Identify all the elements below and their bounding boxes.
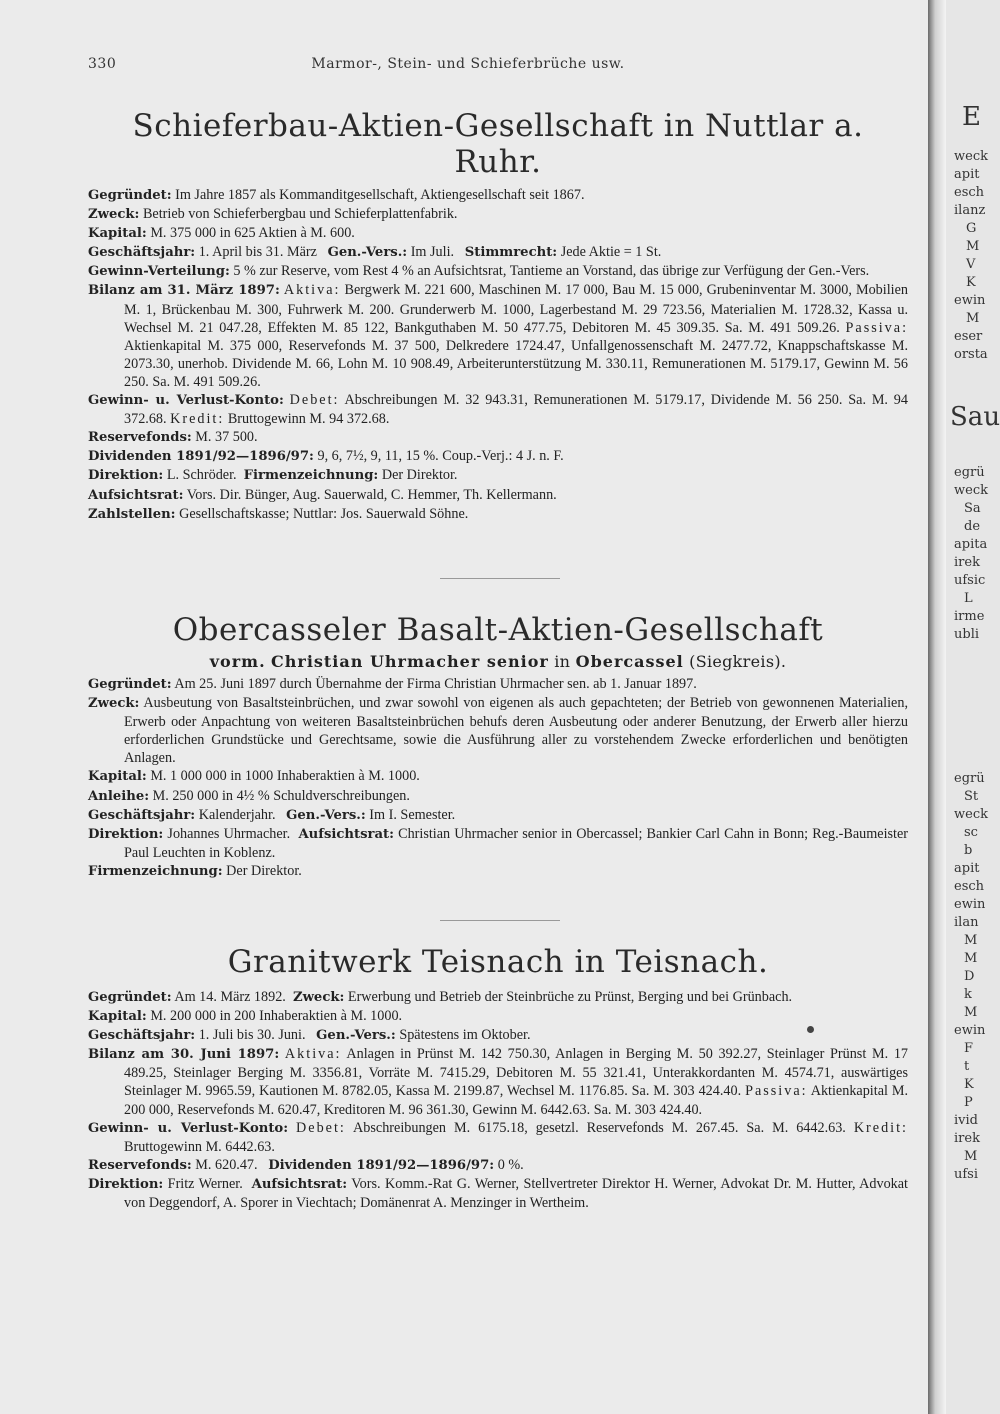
next-page-fragment: K	[966, 275, 976, 290]
next-page-fragment: M	[966, 311, 980, 326]
entry-gewinn-verteilung: Gewinn-Verteilung: 5 % zur Reserve, vom Rest 4 % an Aufsichtsrat, Tantieme an Vorstand, das übrige zur Verfügung der Gen.-Vers.	[88, 263, 870, 280]
entry-direktion: Direktion: Fritz Werner. Aufsichtsrat: Vors. Komm.-Rat G. Werner, Stellvertreter Direktor H. Werner, Advokat Dr. M. Hutter, Advokat von Deggendorf, A. Sporer in Viechtach; Domänenrat A. Menzinger in Wertheim.	[88, 1175, 908, 1212]
entry-bilanz: Bilanz am 31. März 1897: Aktiva: Bergwerk M. 221 600, Maschinen M. 17 000, Bau M. 15 000, Grubeninventar M. 3000, Mobilien M. 1, Brückenbau M. 300, Fuhrwerk M. 200. Grunderwerb M. 1000, Lagerbestand M. 29 723.56, Materialien M. 1728.32, Kassa u. Wechsel M. 21 047.28, Effekten M. 85 122, Bankguthaben M. 50 477.75, Debitoren M. 45 309.35. Sa. M. 491 509.26. Passiva: Aktienkapital M. 375 000, Reservefonds M. 37 500, Delkredere 1724.47, Unfallgenossenschaft M. 2477.72, Knappschaftskasse M. 2073.30, unerhob. Dividende M. 66, Lohn M. 10 908.49, Arbeiterunterstützung M. 330.11, Remunerationen M. 5179.17, Gewinn M. 56 250. Sa. M. 491 509.26.	[88, 282, 909, 390]
entries-2	[88, 988, 908, 1212]
next-page-fragment: weck	[954, 807, 988, 822]
next-page-fragment: esch	[954, 879, 985, 894]
entry-direktion: Direktion: Johannes Uhrmacher. Aufsichtsrat: Christian Uhrmacher senior in Obercassel; Bankier Carl Cahn in Bonn; Reg.-Baumeister Paul Leuchten in Koblenz.	[88, 825, 908, 861]
entry-aufsichtsrat: Aufsichtsrat: Vors. Dir. Bünger, Aug. Sauerwald, C. Hemmer, Th. Kellermann.	[88, 486, 557, 503]
next-page-fragment: P	[964, 1095, 973, 1110]
next-page-fragment: apit	[954, 861, 980, 876]
next-page-fragment: de	[964, 519, 981, 534]
entry-reservefonds: Reservefonds: M. 620.47. Dividenden 1891/92—1896/97: 0 %.	[88, 1156, 524, 1173]
section-divider	[440, 578, 560, 579]
next-page-fragment: F	[964, 1041, 974, 1056]
next-page-fragment: V	[966, 257, 976, 272]
next-page-fragment: Sau	[950, 402, 1000, 432]
next-page-fragment: ilan	[954, 915, 979, 930]
next-page-fragment: D	[964, 969, 975, 984]
company-section-schieferbau	[88, 108, 908, 524]
entry-geschaeftsjahr: Geschäftsjahr: 1. Juli bis 30. Juni. Gen.-Vers.: Spätestens im Oktober.	[88, 1027, 531, 1044]
company-title: Granitwerk Teisnach in Teisnach.	[227, 944, 769, 980]
next-page-fragment: esch	[954, 185, 985, 200]
next-page-fragment: sc	[964, 825, 978, 840]
next-page-fragment: weck	[954, 149, 988, 164]
running-title: Marmor-, Stein- und Schieferbrüche usw.	[311, 56, 625, 72]
entry-kapital: Kapital: M. 200 000 in 200 Inhaberaktien à M. 1000.	[88, 1008, 403, 1025]
next-page-fragment: G	[966, 221, 977, 236]
entry-gewinn-verlust-konto: Gewinn- u. Verlust-Konto: Debet: Abschreibungen M. 6175.18, gesetzl. Reservefonds M. 267.45. Sa. M. 6442.63. Kredit: Bruttogewinn M. 6442.63.	[88, 1119, 908, 1155]
next-page-fragment: M	[964, 1149, 978, 1164]
next-page-fragment: Sa	[964, 501, 981, 516]
next-page-fragment: ufsi	[954, 1167, 979, 1182]
next-page-fragment: k	[964, 987, 972, 1002]
entry-geschaeftsjahr: Geschäftsjahr: 1. April bis 31. März Gen.-Vers.: Im Juli. Stimmrecht: Jede Aktie = 1 St.	[88, 244, 662, 261]
next-page-fragment: ewin	[954, 897, 986, 912]
next-page-fragment: M	[964, 933, 978, 948]
entry-dividenden: Dividenden 1891/92—1896/97: 9, 6, 7½, 9, 11, 15 %. Coup.-Verj.: 4 J. n. F.	[88, 448, 564, 465]
entry-geschaeftsjahr: Geschäftsjahr: Kalenderjahr. Gen.-Vers.: Im I. Semester.	[88, 806, 456, 823]
next-page-fragment: L	[964, 591, 973, 606]
next-page-fragment: M	[964, 951, 978, 966]
entry-gegruendet: Gegründet: Am 25. Juni 1897 durch Übernahme der Firma Christian Uhrmacher sen. ab 1. Januar 1897.	[88, 676, 697, 692]
entry-firmenzeichnung: Firmenzeichnung: Der Direktor.	[88, 862, 302, 879]
entry-zweck: Zweck: Ausbeutung von Basaltsteinbrüchen, und zwar sowohl von eigenen als auch gepachteten; der Betrieb von gewonnenen Materialien, Erwerb oder Anpachtung von weiteren Basaltsteinbrüchen behufs deren Ausbeutung oder anderer Benutzung, der Erwerb aller hierzu erforderlichen Grundstücke und Gerechtsame, sowie die Ausführung aller zu vorstehendem Zwecke erforderlichen und benötigten Anlagen.	[88, 695, 908, 767]
next-page-fragment: irek	[954, 555, 980, 570]
entry-gegruendet: Gegründet: Im Jahre 1857 als Kommanditgesellschaft, Aktiengesellschaft seit 1867.	[88, 187, 585, 203]
entry-gegruendet: Gegründet: Am 14. März 1892. Zweck: Erwerbung und Betrieb der Steinbrüche zu Prünst, Berging und bei Grünbach.	[88, 989, 793, 1005]
next-page-fragment: orsta	[954, 347, 988, 362]
entry-reservefonds: Reservefonds: M. 37 500.	[88, 429, 258, 446]
next-page-fragment: M	[964, 1005, 978, 1020]
entry-zahlstellen: Zahlstellen: Gesellschaftskasse; Nuttlar: Jos. Sauerwald Söhne.	[88, 505, 469, 522]
next-page-fragment: apita	[954, 537, 988, 552]
company-subtitle: vorm. Christian Uhrmacher senior in Obercassel (Siegkreis).	[209, 652, 787, 671]
next-page-fragment: t	[964, 1059, 970, 1074]
page-header	[88, 56, 908, 80]
next-page-fragment: ilanz	[954, 203, 986, 218]
entry-anleihe: Anleihe: M. 250 000 in 4½ % Schuldverschreibungen.	[88, 787, 410, 804]
entry-kapital: Kapital: M. 1 000 000 in 1000 Inhaberaktien à M. 1000.	[88, 768, 420, 785]
entry-kapital: Kapital: M. 375 000 in 625 Aktien à M. 600.	[88, 225, 355, 242]
next-page-fragment: b	[964, 843, 973, 858]
ink-dot	[807, 1026, 814, 1033]
entry-bilanz: Bilanz am 30. Juni 1897: Aktiva: Anlagen in Prünst M. 142 750.30, Anlagen in Berging M. 50 392.27, Steinlager Prünst M. 17 489.25, Steinlager Berging M. 3356.81, Vorräte M. 7415.29, Debitoren M. 55 321.41, Unterakkordanten M. 4574.71, auswärtiges Steinlager M. 9965.59, Kautionen M. 8782.05, Kassa M. 2199.87, Wechsel M. 1176.85. Sa. M. 303 424.40. Passiva: Aktienkapital M. 200 000, Reservefonds M. 620.47, Kreditoren M. 96 361.30, Gewinn M. 6442.63. Sa. M. 303 424.40.	[88, 1046, 909, 1118]
next-page-fragment: weck	[954, 483, 988, 498]
next-page-fragment: St	[964, 789, 979, 804]
entries-0	[88, 186, 908, 524]
company-section-obercasseler	[88, 612, 908, 881]
entry-gewinn-verlust-konto: Gewinn- u. Verlust-Konto: Debet: Abschreibungen M. 32 943.31, Remunerationen M. 5179.17, Dividende M. 56 250. Sa. M. 94 372.68. Kredit: Bruttogewinn M. 94 372.68.	[88, 392, 908, 428]
company-title: Obercasseler Basalt-Aktien-Gesellschaft	[172, 612, 824, 648]
entry-zweck: Zweck: Betrieb von Schieferbergbau und Schieferplattenfabrik.	[88, 206, 458, 223]
entry-direktion: Direktion: L. Schröder. Firmenzeichnung: Der Direktor.	[88, 467, 458, 484]
next-page-fragment: egrü	[954, 771, 985, 786]
entries-1	[88, 675, 908, 881]
next-page-fragment: ivid	[954, 1113, 978, 1128]
next-page-fragment: ewin	[954, 1023, 986, 1038]
next-page-fragment: K	[964, 1077, 974, 1092]
next-page-fragment: egrü	[954, 465, 985, 480]
adjacent-page-edge	[946, 0, 1000, 1414]
next-page-fragment: M	[966, 239, 980, 254]
company-section-granitwerk	[88, 944, 908, 1212]
next-page-fragment: irek	[954, 1131, 980, 1146]
next-page-fragment: E	[962, 102, 981, 132]
book-gutter	[928, 0, 946, 1414]
company-title: Schieferbau-Aktien-Gesellschaft in Nuttlar a. Ruhr.	[132, 108, 864, 180]
next-page-fragment: ufsic	[954, 573, 986, 588]
next-page-fragment: eser	[954, 329, 983, 344]
page-number: 330	[88, 56, 117, 72]
next-page-fragment: ubli	[954, 627, 980, 642]
next-page-fragment: apit	[954, 167, 980, 182]
next-page-fragment: irme	[954, 609, 985, 624]
next-page-fragment: ewin	[954, 293, 986, 308]
section-divider	[440, 920, 560, 921]
